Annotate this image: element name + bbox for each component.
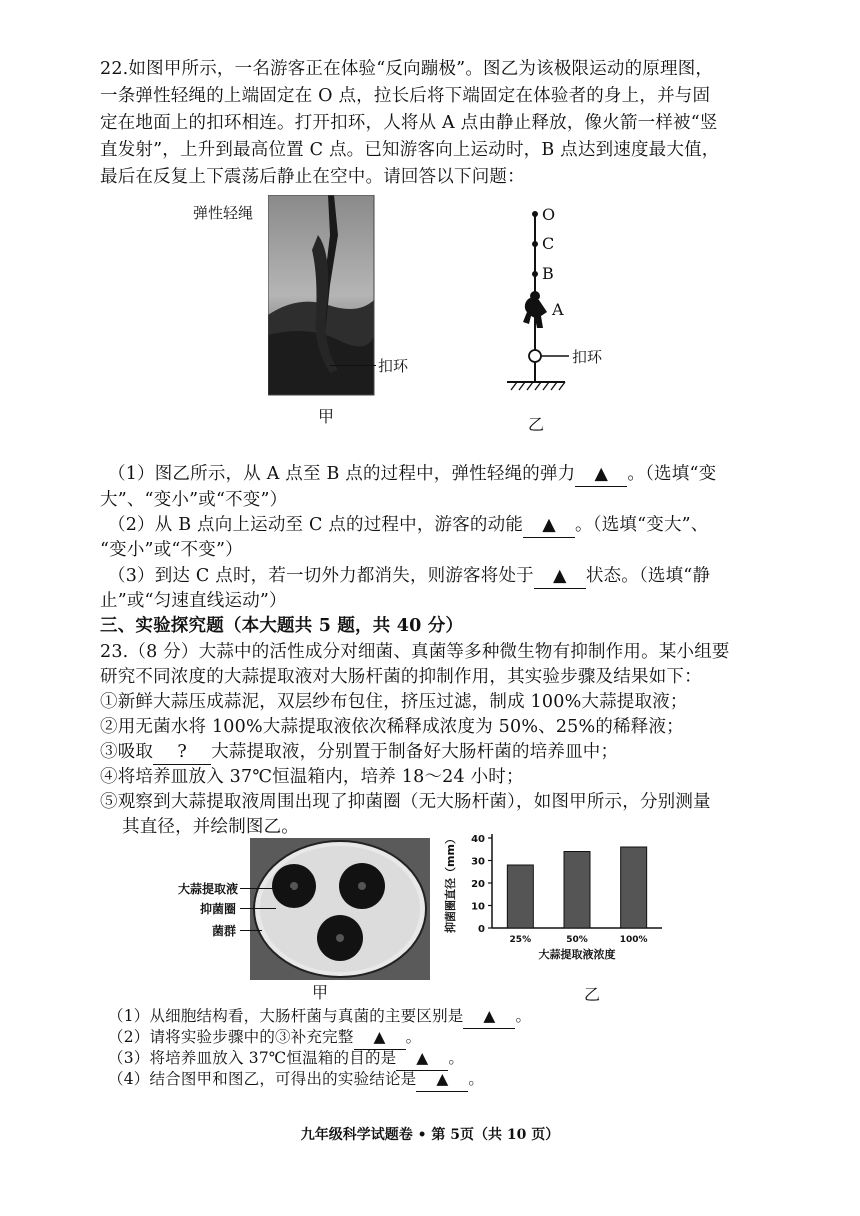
q23-step-3: ③吸取 ? 大蒜提取液，分别置于制备好大肠杆菌的培养皿中； [100,740,618,765]
y-tick-label: 40 [471,834,485,845]
pointer-colony [240,930,262,931]
caption-jia-23: 甲 [312,983,329,1002]
pointer-ring [240,908,276,909]
rope-label: 弹性轻绳 [193,204,254,222]
bar-50% [564,852,590,929]
bar-25% [507,865,533,928]
answer-blank: ▲ [463,1004,515,1029]
q22-line-2: 一条弹性轻绳的上端固定在 O 点，拉长后将下端固定在体验者的身上，并与固 [100,86,711,106]
page-footer: 九年级科学试题卷 • 第 5页（共 10 页） [300,1127,560,1143]
answer-blank: ▲ [416,1067,468,1092]
q22-sub2-cont: “变小”或“不变”） [100,540,243,560]
point-c-label: C [542,234,555,253]
caption-yi: 乙 [528,415,545,434]
point-a-label: A [552,300,564,319]
q22-sub3: （3）到达 C 点时，若一切外力都消失，则游客将处于 ▲ 状态。（选填“静 [108,564,710,589]
y-tick-label: 20 [471,879,485,890]
pointer-extract [240,888,292,889]
y-tick-label: 0 [478,924,485,935]
q22-sub2: （2）从 B 点向上运动至 C 点的过程中，游客的动能 ▲ 。（选填“变大”、 [108,513,709,538]
q22-line-4: 直发射”，上升到最高位置 C 点。已知游客向上运动时，B 点达到速度最大值， [100,140,720,160]
label-colony: 菌群 [212,924,237,938]
q23-step-1: ①新鲜大蒜压成蒜泥，双层纱布包住，挤压过滤，制成 100%大蒜提取液； [100,692,688,712]
q23-step-2: ②用无菌水将 100%大蒜提取液依次稀释成浓度为 50%、25%的稀释液； [100,717,684,737]
q23-step-4: ④将培养皿放入 37℃恒温箱内，培养 18～24 小时； [100,767,524,787]
answer-blank: ▲ [534,564,586,589]
section-heading: 三、实验探究题（本大题共 5 题，共 40 分） [100,616,464,636]
buckle-label-yi: 扣环 [572,348,603,366]
q23-sub3: （3）将培养皿放入 37℃恒温箱的目的是 ▲ 。 [108,1046,464,1071]
q23-sub1: （1）从细胞结构看，大肠杆菌与真菌的主要区别是 ▲ 。 [108,1004,531,1029]
q22-line-5: 最后在反复上下震荡后静止在空中。请回答以下问题： [100,167,525,187]
label-garlic-extract: 大蒜提取液 [178,882,239,896]
buckle-pointer [330,365,376,366]
q22-sub3-cont: 止”或“匀速直线运动”） [100,591,287,611]
x-axis-label: 大蒜提取液浓度 [538,948,616,961]
chart-bars [507,847,646,928]
answer-blank: ▲ [575,462,627,487]
bar-100% [621,847,647,928]
caption-jia: 甲 [318,407,335,426]
buckle-label-jia: 扣环 [378,357,409,375]
caption-yi-23: 乙 [584,985,601,1004]
point-b-label: B [542,264,554,283]
q23-step-5-cont: 其直径，并绘制图乙。 [122,817,299,837]
x-tick-label: 50% [566,935,588,945]
step3-blank: ? [153,740,211,765]
x-tick-label: 100% [619,935,648,945]
q22-sub1-cont: 大”、“变小”或“不变”） [100,490,288,510]
q22-line-3: 定在地面上的扣环相连。打开扣环，人将从 A 点由静止释放，像火箭一样被“竖 [100,113,718,133]
q23-intro-1: 23.（8 分）大蒜中的活性成分对细菌、真菌等多种微生物有抑制作用。某小组要 [100,642,730,662]
answer-blank: ▲ [523,513,575,538]
answer-blank: ▲ [396,1046,448,1071]
q22-line-1: 22.如图甲所示，一名游客正在体验“反向蹦极”。图乙为该极限运动的原理图， [100,59,714,79]
label-inhibition-ring: 抑菌圈 [200,902,237,916]
x-tick-label: 25% [509,935,532,945]
y-tick-label: 10 [471,901,485,913]
q23-sub2: （2）请将实验步骤中的③补充完整 ▲ 。 [108,1025,421,1050]
point-o-label: O [542,205,556,224]
y-tick-label: 30 [471,856,485,868]
bar-chart [440,826,680,971]
q23-step-5: ⑤观察到大蒜提取液周围出现了抑菌圈（无大肠杆菌），如图甲所示，分别测量 [100,792,711,812]
petri-dish [250,838,430,980]
chart-labels [443,833,648,961]
q23-sub4: （4）结合图甲和图乙，可得出的实验结论是 ▲ 。 [108,1067,484,1092]
y-axis-label: 抑菌圈直径（mm） [444,833,457,933]
answer-blank: ▲ [354,1025,406,1050]
q23-intro-2: 研究不同浓度的大蒜提取液对大肠杆菌的抑制作用，其实验步骤及结果如下： [100,667,702,687]
q22-sub1: （1）图乙所示，从 A 点至 B 点的过程中，弹性轻绳的弹力 ▲ 。（选填“变 [108,462,716,487]
